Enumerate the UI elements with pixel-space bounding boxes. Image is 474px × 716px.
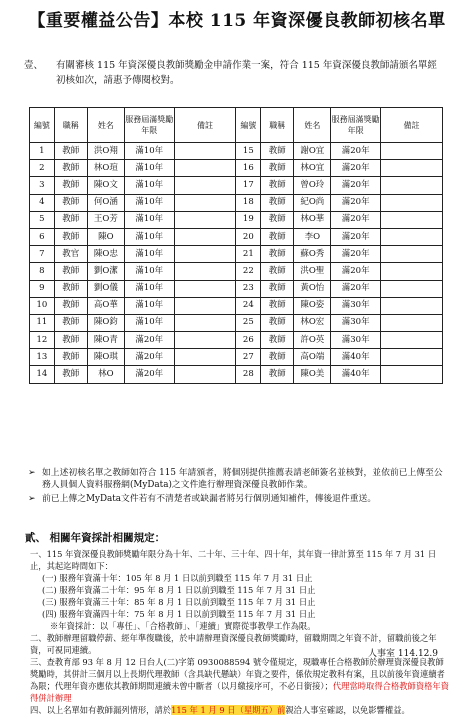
cell-no: 13 (30, 349, 55, 366)
cell-title: 教師 (261, 177, 294, 194)
cell-title: 教師 (54, 280, 87, 297)
cell-no: 26 (236, 332, 261, 349)
cell-name: 黃O怡 (294, 280, 331, 297)
cell-years: 滿20年 (331, 263, 381, 280)
col-header-title: 職稱 (261, 108, 294, 143)
col-header-no: 編號 (30, 108, 55, 143)
cell-title: 教師 (54, 332, 87, 349)
col-header-years: 服務屆滿獎勵年限 (124, 108, 174, 143)
cell-name: 劉O潔 (87, 263, 124, 280)
cell-remark (174, 314, 236, 331)
cell-years: 滿10年 (124, 228, 174, 245)
cell-remark (174, 246, 236, 263)
cell-title: 教師 (261, 280, 294, 297)
section-two-body (30, 548, 450, 716)
cell-title: 教師 (261, 194, 294, 211)
cell-years: 滿30年 (331, 314, 381, 331)
cell-no: 11 (30, 314, 55, 331)
cell-title: 教師 (261, 143, 294, 160)
table-row (30, 143, 443, 160)
cell-title: 教師 (54, 263, 87, 280)
cell-no: 10 (30, 297, 55, 314)
section-one-text: 有關審核 115 年資深優良教師獎勵金申請作業一案，符合 115 年資深優良教師請頒名單經初核如次，請惠予傳閱校對。 (56, 60, 437, 86)
cell-remark (174, 332, 236, 349)
table-row (30, 314, 443, 331)
col-header-name: 姓名 (87, 108, 124, 143)
cell-name: 陳O忠 (87, 246, 124, 263)
cell-title: 教師 (261, 314, 294, 331)
cell-title: 教師 (54, 349, 87, 366)
cell-name: 許O英 (294, 332, 331, 349)
cell-no: 2 (30, 160, 55, 177)
note-text: 如上述初核名單之教師如符合 115 年請頒者，將個別提供推薦表請老師簽名並核對，並依前已上傳至公務人員個人資料服務網(MyData)之文件進行辦理資深優良教師作業。 (42, 468, 443, 491)
table-row (30, 160, 443, 177)
cell-years: 滿20年 (331, 228, 381, 245)
cell-name: 紀O尚 (294, 194, 331, 211)
rule-1-sub: (三) 服務年資滿三十年：85 年 8 月 1 日以前到職至 115 年 7 月 31 日止 (42, 597, 316, 607)
cell-years: 滿10年 (124, 263, 174, 280)
cell-remark (380, 280, 442, 297)
table-row (30, 297, 443, 314)
cell-years: 滿20年 (331, 143, 381, 160)
cell-no: 3 (30, 177, 55, 194)
cell-title: 教師 (54, 143, 87, 160)
cell-no: 4 (30, 194, 55, 211)
cell-years: 滿10年 (124, 194, 174, 211)
cell-years: 滿10年 (124, 314, 174, 331)
cell-years: 滿20年 (331, 280, 381, 297)
rule-4-pre: 四、以上名單如有教師漏列情形，請於 (30, 705, 172, 715)
cell-remark (380, 194, 442, 211)
cell-remark (380, 297, 442, 314)
cell-remark (380, 177, 442, 194)
cell-name: 王O芳 (87, 211, 124, 228)
cell-remark (174, 211, 236, 228)
table-row (30, 177, 443, 194)
cell-title: 教師 (261, 160, 294, 177)
cell-no: 28 (236, 366, 261, 383)
cell-no: 8 (30, 263, 55, 280)
table-row (30, 366, 443, 383)
cell-name: 林O瑄 (87, 160, 124, 177)
cell-remark (380, 228, 442, 245)
cell-remark (380, 314, 442, 331)
cell-remark (380, 246, 442, 263)
section-one (24, 58, 444, 88)
cell-title: 教師 (54, 211, 87, 228)
rule-3 (30, 656, 450, 704)
cell-name: 曾O玲 (294, 177, 331, 194)
cell-remark (380, 263, 442, 280)
cell-name: 陳O青 (87, 332, 124, 349)
cell-remark (174, 143, 236, 160)
col-header-years: 服務屆滿獎勵年限 (331, 108, 381, 143)
cell-no: 21 (236, 246, 261, 263)
cell-no: 7 (30, 246, 55, 263)
cell-name: 蘇O秀 (294, 246, 331, 263)
cell-years: 滿10年 (124, 297, 174, 314)
cell-title: 教師 (261, 246, 294, 263)
cell-years: 滿10年 (124, 246, 174, 263)
cell-no: 23 (236, 280, 261, 297)
rule-3-tail: 代理年資亦應依其教師期間連續未曾中斷者（以月繳接序可，不必日銜接）； (54, 681, 333, 691)
cell-years: 滿20年 (331, 160, 381, 177)
cell-remark (174, 194, 236, 211)
rule-3-red-text: 代理當時取得合格教師資格年資得併計辦理 (30, 681, 450, 703)
table-row (30, 263, 443, 280)
cell-years: 滿40年 (331, 349, 381, 366)
rule-1-sub: (四) 服務年資滿四十年：75 年 8 月 1 日以前到職至 115 年 7 月 31 日止 (42, 609, 316, 619)
cell-remark (174, 280, 236, 297)
cell-no: 25 (236, 314, 261, 331)
cell-no: 20 (236, 228, 261, 245)
cell-no: 22 (236, 263, 261, 280)
cell-years: 滿10年 (124, 143, 174, 160)
cell-years: 滿40年 (331, 366, 381, 383)
cell-name: 陳O琪 (87, 349, 124, 366)
deadline-highlight: 115 年 1 月 9 日（星期五）前 (171, 705, 286, 715)
cell-title: 教官 (54, 246, 87, 263)
note-text: 前已上傳之MyData文件若有不清楚者或缺漏者將另行個別通知補件，傳後退件重送。 (42, 493, 377, 504)
col-header-remark: 備註 (380, 108, 442, 143)
cell-name: 陳O (87, 228, 124, 245)
cell-years: 滿10年 (124, 160, 174, 177)
cell-name: 陳O鈞 (87, 314, 124, 331)
cell-years: 滿10年 (124, 211, 174, 228)
signature: 人事室 114.12.9 (368, 649, 438, 659)
cell-no: 1 (30, 143, 55, 160)
col-header-name: 姓名 (294, 108, 331, 143)
cell-name: 何O涵 (87, 194, 124, 211)
cell-title: 教師 (261, 366, 294, 383)
table-row (30, 228, 443, 245)
rule-4 (30, 704, 450, 716)
cell-no: 12 (30, 332, 55, 349)
cell-title: 教師 (261, 349, 294, 366)
cell-years: 滿20年 (331, 194, 381, 211)
table-row (30, 280, 443, 297)
cell-no: 17 (236, 177, 261, 194)
cell-no: 16 (236, 160, 261, 177)
col-header-no: 編號 (236, 108, 261, 143)
cell-title: 教師 (54, 314, 87, 331)
note-item (28, 493, 446, 505)
cell-name: 林O華 (294, 211, 331, 228)
cell-remark (174, 297, 236, 314)
cell-remark (380, 366, 442, 383)
cell-name: 高O華 (87, 297, 124, 314)
cell-remark (380, 211, 442, 228)
cell-title: 教師 (54, 366, 87, 383)
cell-remark (174, 160, 236, 177)
cell-name: 林O (87, 366, 124, 383)
cell-remark (174, 177, 236, 194)
cell-remark (380, 332, 442, 349)
notes (28, 467, 446, 506)
arrow-bullet-icon: ➢ (28, 468, 36, 478)
cell-title: 教師 (54, 297, 87, 314)
cell-years: 滿20年 (331, 211, 381, 228)
cell-title: 教師 (54, 228, 87, 245)
cell-remark (174, 349, 236, 366)
table-header-row (30, 108, 443, 143)
cell-remark (174, 366, 236, 383)
col-header-remark: 備註 (174, 108, 236, 143)
cell-no: 24 (236, 297, 261, 314)
cell-years: 滿20年 (331, 177, 381, 194)
rule-2: 二、教師辦理留職停薪、經年準復職後，於申請辦理資深優良教師獎勵時，留職期間之年資不計，留職前後之年資，可視同連續。 (30, 633, 437, 655)
rule-1-lead: 一、115 年資深優良教師獎勵年限分為十年、二十年、三十年、四十年，其年資一律計算至 115 年 7 月 31 日止，其起迄時間如下： (30, 549, 437, 571)
cell-years: 滿20年 (124, 349, 174, 366)
arrow-bullet-icon: ➢ (28, 493, 36, 504)
cell-name: 陳O姿 (294, 297, 331, 314)
rule-3-lead: 三、查教育部 93 年 8 月 12 日台人(二)字第 0930088594 號令僅規定，現職專任合格教師於辦理資深優良教師獎勵時，其併計三個月以上長期代理教師（含具缺代懸缺）年資之要件，係依規定教科有案，且以前後年資連續者為限； (30, 657, 445, 691)
table-row (30, 246, 443, 263)
cell-name: 洪O翔 (87, 143, 124, 160)
page-title: 【重要權益公告】本校 115 年資深優良教師初核名單 (28, 11, 446, 31)
cell-remark (380, 160, 442, 177)
cell-years: 滿30年 (331, 297, 381, 314)
cell-name: 高O端 (294, 349, 331, 366)
cell-name: 謝O宜 (294, 143, 331, 160)
rule-1-sub: (二) 服務年資滿二十年：95 年 8 月 1 日以前到職至 115 年 7 月 31 日止 (42, 585, 316, 595)
cell-remark (174, 228, 236, 245)
table-row (30, 332, 443, 349)
cell-years: 滿30年 (331, 332, 381, 349)
cell-remark (380, 349, 442, 366)
cell-no: 27 (236, 349, 261, 366)
cell-no: 18 (236, 194, 261, 211)
table-body (30, 143, 443, 384)
cell-name: 陳O美 (294, 366, 331, 383)
cell-years: 滿20年 (124, 332, 174, 349)
cell-no: 9 (30, 280, 55, 297)
cell-name: 林O宏 (294, 314, 331, 331)
table-row (30, 211, 443, 228)
cell-name: 陳O文 (87, 177, 124, 194)
cell-no: 14 (30, 366, 55, 383)
cell-no: 5 (30, 211, 55, 228)
cell-title: 教師 (261, 228, 294, 245)
cell-remark (380, 143, 442, 160)
cell-remark (174, 263, 236, 280)
rule-4-post: 親洽人事室確認，以免影響權益。 (285, 705, 410, 715)
cell-title: 教師 (261, 263, 294, 280)
cell-name: 林O宜 (294, 160, 331, 177)
nomination-table (29, 107, 443, 384)
col-header-title: 職稱 (54, 108, 87, 143)
table-row (30, 349, 443, 366)
cell-name: 劉O儀 (87, 280, 124, 297)
note-item (28, 467, 446, 492)
cell-years: 滿20年 (124, 366, 174, 383)
cell-name: 李O (294, 228, 331, 245)
rule-1-note: ※年資採計：以「專任」、「合格教師」、「連續」實際從事教學工作為限。 (50, 621, 316, 631)
section-two-heading: 貳、 相關年資採計相關規定： (25, 532, 166, 544)
cell-no: 6 (30, 228, 55, 245)
cell-name: 洪O聖 (294, 263, 331, 280)
cell-no: 15 (236, 143, 261, 160)
cell-years: 滿10年 (124, 280, 174, 297)
cell-title: 教師 (261, 211, 294, 228)
cell-title: 教師 (261, 297, 294, 314)
table-row (30, 194, 443, 211)
cell-title: 教師 (54, 194, 87, 211)
cell-years: 滿10年 (124, 177, 174, 194)
rule-1-sub: (一) 服務年資滿十年：105 年 8 月 1 日以前到職至 115 年 7 月 31 日止 (42, 573, 313, 583)
cell-title: 教師 (54, 160, 87, 177)
cell-title: 教師 (261, 332, 294, 349)
cell-no: 19 (236, 211, 261, 228)
cell-years: 滿20年 (331, 246, 381, 263)
cell-title: 教師 (54, 177, 87, 194)
section-one-number: 壹、 (24, 60, 44, 71)
